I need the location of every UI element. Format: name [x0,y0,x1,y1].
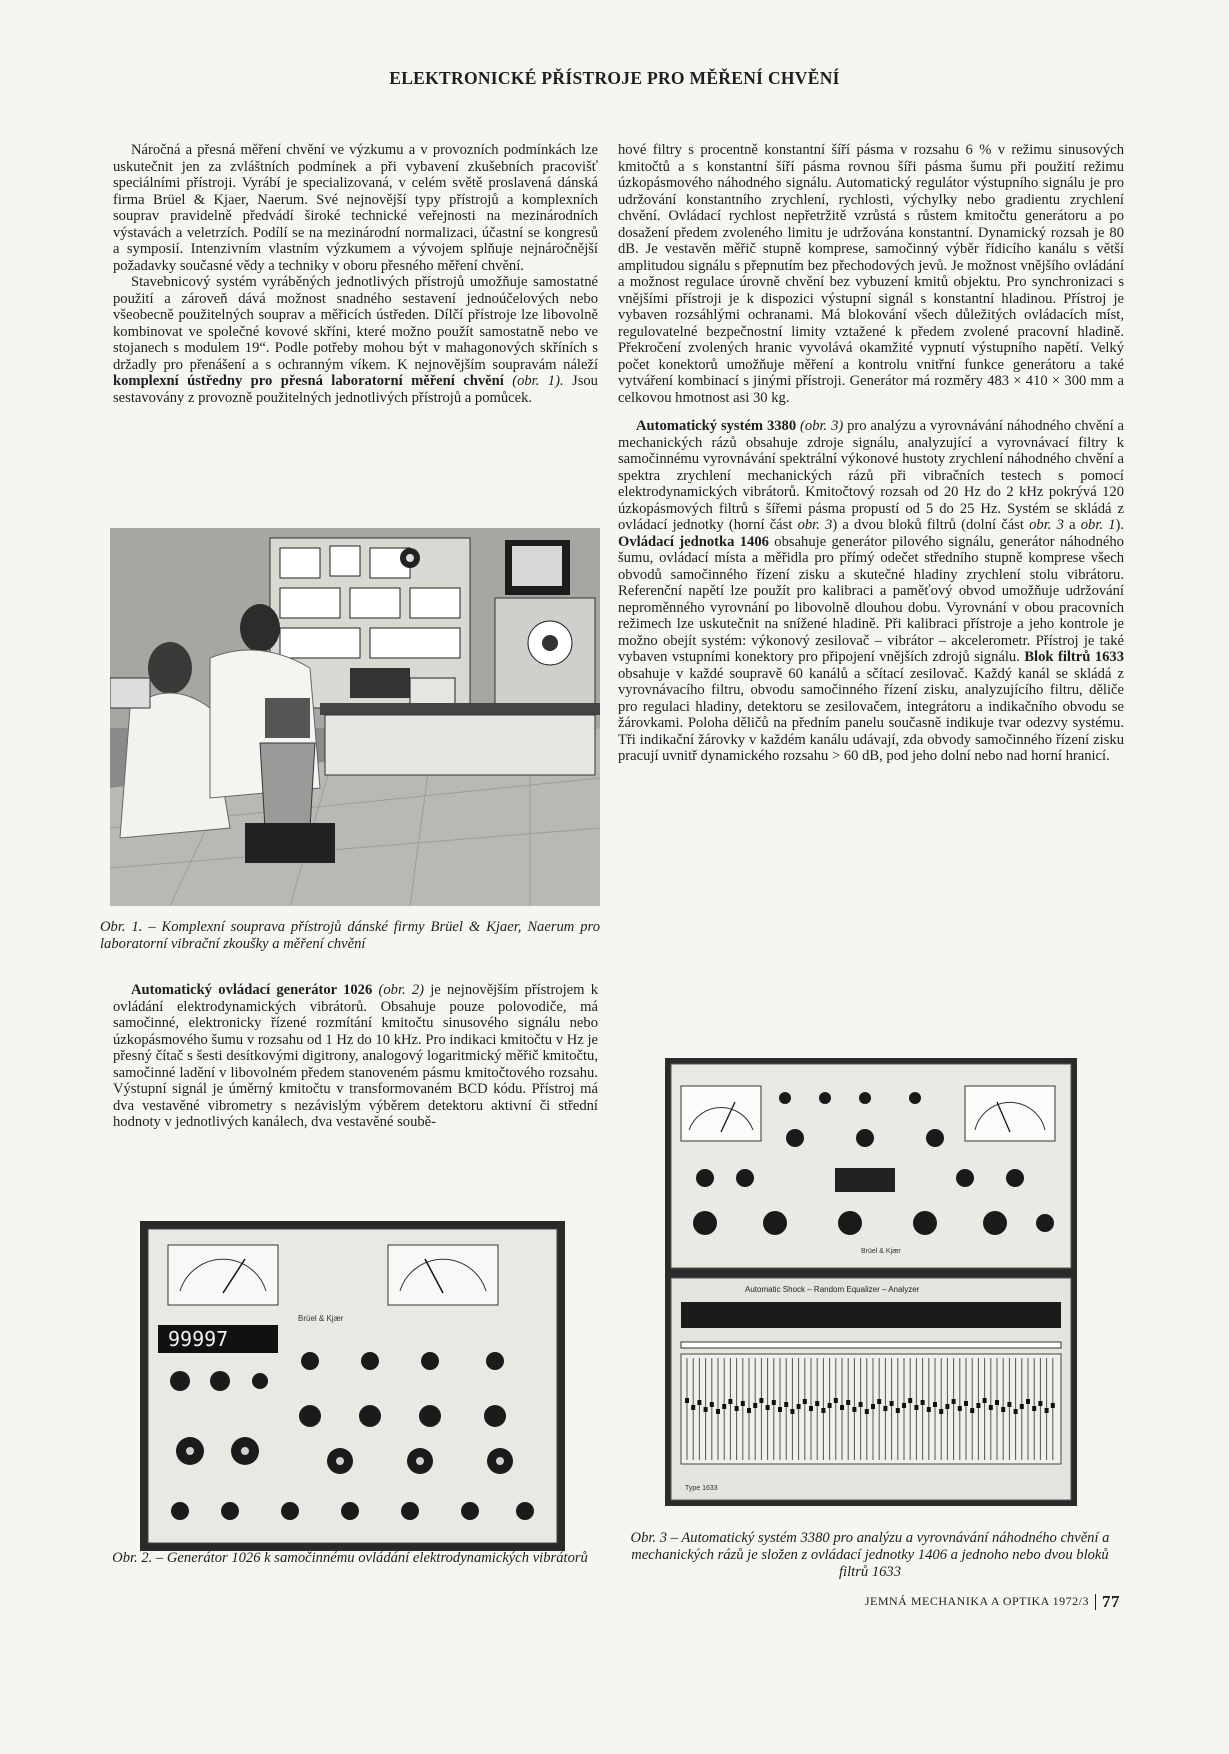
filter-slider-knob [735,1406,739,1411]
figure-3-photo [665,1058,1077,1506]
filter-slider-knob [983,1398,987,1403]
filter-slider-knob [778,1407,782,1412]
filter-slider-knob [747,1408,751,1413]
page-footer [820,1592,1120,1612]
filter-slider-knob [834,1398,838,1403]
figure-1-caption: Obr. 1. – Komplexní souprava přístrojů dánské firmy Brüel & Kjaer, Naerum pro laboratorní vibrační zkoušky a měření chvění [100,919,600,952]
filter-slider-knob [883,1406,887,1411]
page-title: ELEKTRONICKÉ PŘÍSTROJE PRO MĚŘENÍ CHVĚNÍ [389,68,840,88]
filter-slider-knob [790,1409,794,1414]
generator-paragraph: Automatický ovládací generátor 1026 (obr. 2) je nejnovějším přístrojem k ovládání elektrodynamických vibrátorů. Obsahuje pouze polovodiče, má samočinné, elektronicky řízené rozmítání kmitočtu sinusového signálu nebo úzkopásmového šumu v rozsahu od 1 Hz do 10 kHz. Pro indikaci kmitočtu v Hz je přesný čítač s šesti desítkovými digitrony, analogový logaritmický měřič kmitočtu, samočinné ladění v libovolném předem stanoveném pásmu kmitočtového rozsahu. Výstupní signál je úměrný kmitočtu v transformovaném BCD kódu. Přístroj má dva vestavěné vibrometry s nezávislým výběrem detektoru aktivní či střední hodnoty v jednotlivých kanálech, dva vestavěné soubě- [113,982,599,1130]
filter-slider-knob [859,1402,863,1407]
filter-slider-knob [753,1403,757,1408]
filter-slider-knob [914,1405,918,1410]
filter-slider-knob [865,1409,869,1414]
filter-slider-knob [821,1408,825,1413]
left-column-bottom [113,982,598,1131]
filter-slider-knob [716,1409,720,1414]
filter-slider-knob [766,1405,770,1410]
filter-slider-knob [1007,1402,1011,1407]
filter-slider-knob [728,1399,732,1404]
filter-slider-knob [976,1403,980,1408]
filter-slider-knob [877,1399,881,1404]
filter-slider-knob [945,1404,949,1409]
filter-slider-knob [685,1398,689,1403]
filter-slider-knob [840,1405,844,1410]
filter-slider-knob [710,1402,714,1407]
filter-slider-knob [797,1404,801,1409]
filter-slider-knob [970,1408,974,1413]
filter-slider-knob [1032,1406,1036,1411]
filter-slider-knob [952,1399,956,1404]
counter-digits: 99997 [168,1327,229,1351]
filter-slider-knob [772,1400,776,1405]
filter-slider-knob [1020,1404,1024,1409]
filter-slider-knob [1051,1403,1055,1408]
filter-slider-knob [958,1406,962,1411]
figure-3-caption: Obr. 3 – Automatický systém 3380 pro analýzu a vyrovnávání náhodného chvění a mechanických rázů je složen z ovládací jednotky 1406 a jednoho nebo dvou bloků filtrů 1633 [630,1530,1110,1580]
filter-slider-knob [890,1401,894,1406]
figure-2-caption: Obr. 2. – Generátor 1026 k samočinnému ovládání elektrodynamických vibrátorů [112,1550,588,1566]
filter-slider-knob [927,1407,931,1412]
filter-slider-knob [741,1401,745,1406]
filter-slider-knob [803,1399,807,1404]
page-number: 77 [1102,1592,1120,1611]
left-column-top [113,142,598,406]
filter-slider-knob [896,1408,900,1413]
figure-2-photo [140,1221,565,1551]
filter-slider-knob [704,1407,708,1412]
intro-paragraph: Náročná a přesná měření chvění ve výzkumu a v provozních podmínkách lze uskutečnit jen za zvláštních podmínek a při vybavení zkušebních pracovišť speciálními přístroji. Vyrábí je specializovaná, v celém světě proslavená dánská firma Brüel & Kjaer, Naerum. Své nejnovější typy přístrojů a komplexních souprav pravidelně předvádí široké technické veřejnosti na mezinárodních výstavách a veletrzích. Podílí se na mezinárodní normalizaci, účastní se kongresů a symposií. Intenzivním vlastním výzkumem a vývojem splňuje nejnáročnější požadavky současné vědy a techniky v oboru přesného měření chvění. [113,142,598,274]
filter-slider-knob [1001,1407,1005,1412]
filter-slider-knob [964,1401,968,1406]
filter-slider-knob [828,1403,832,1408]
filter-slider-knob [846,1400,850,1405]
filter-slider-knob [939,1409,943,1414]
filter-slider-knob [1014,1409,1018,1414]
filter-slider-knob [933,1402,937,1407]
filter-slider-knob [691,1405,695,1410]
filter-slider-knob [902,1403,906,1408]
analyzer-title: Automatic Shock – Random Equalizer – Analyzer [745,1285,920,1294]
filter-slider-knob [1026,1399,1030,1404]
filter-slider-knob [1045,1408,1049,1413]
filter-slider-knob [921,1400,925,1405]
filter-slider-knob [871,1404,875,1409]
filter-block-type: Type 1633 [685,1485,718,1492]
filter-slider-knob [815,1401,819,1406]
filter-slider-knob [852,1407,856,1412]
modular-system-paragraph: Stavebnicový systém vyráběných jednotlivých přístrojů umožňuje samostatné použití a zároveň dává možnost snadného sestavení jednoúčelových nebo všeobecně použitelných souprav a měřicích ústředen. Dílčí přístroje lze libovolně kombinovat ve společné kovové skříni, které možno použít samostatně nebo ve stojanech s modulem 19“. Podle potřeby mohou být v mahagonových skříních s držadly pro přenášení a s ochranným víkem. K nejnovějším soupravám náleží komplexní ústředny pro přesná laboratorní měření chvění (obr. 1). Jsou sestavovány z provozně použitelných jednotlivých přístrojů a pomůcek. [113,274,598,406]
filter-slider-knob [908,1398,912,1403]
filter-slider-knob [995,1400,999,1405]
filter-slider-knob [722,1404,726,1409]
brand-label-top: Brüel & Kjær [861,1248,901,1255]
generator-continued-paragraph: hové filtry s procentně konstantní šíří pásma v rozsahu 6 % v režimu sinusových kmitočtů a s konstantní šíří pásma rovnou šíři pásma šumu při použití režimu úzkopásmového náhodného signálu. Automatický regulátor výstupního signálu je pro udržování konstantního zrychlení, rychlosti, výchylky nebo gradientu zrychlení chvění. Ovládací rychlost nepřetržitě vzrůstá s růstem kmitočtu generátoru a po dosažení předem zvoleného limitu je udržována konstantní. Dynamický rozsah je 80 dB. Je vestavěn měřič stupně komprese, samočinný výběr řídicího kanálu s větší amplitudou signálu s přepnutím bez přechodových jevů. Je možnost vnějšího ovládání a možnost regulace úrovně chvění bez vybuzení kmitů objektu. Pro synchronizaci s vnějšími přístroji je k dispozici výstupní signál s konstantní hladinou. Přístroj je vybaven rozsáhlými ochranami. Má blokování všech důležitých ovládacích míst, regulovatelné bezpečnostní limity vztažené k předem zvolené pracovní hladině. Překročení zvolených hranic vyvolává okamžité vypnutí výstupního napětí. Velký počet konektorů umožňuje měření a kontrolu vnitřní funkce generátoru a také vytváření kombinací s jinými přístroji. Generátor má rozměry 483 × 410 × 300 mm a celkovou hmotnost asi 30 kg. [618,142,1124,406]
figure-1-photo [110,528,600,906]
filter-slider-knob [697,1400,701,1405]
journal-name: JEMNÁ MECHANIKA A OPTIKA 1972/3 [864,1593,1089,1608]
filter-slider-knob [759,1398,763,1403]
brand-label: Brüel & Kjær [298,1314,344,1323]
filter-slider-knob [809,1406,813,1411]
filter-slider-knob [784,1402,788,1407]
system-3380-paragraph: Automatický systém 3380 (obr. 3) pro analýzu a vyrovnávání náhodného chvění a mechanických rázů obsahuje zdroje signálu, analyzující a vyrovnávací filtry k samočinnému vyrovnávání spektrální výkonové hustoty zrychlení náhodného chvění a spektra zrychlení mechanických rázů při vibračních testech s pomocí elektrodynamických vibrátorů. Kmitočtový rozsah od 20 Hz do 2 kHz pokrývá 120 úzkopásmových filtrů s šířemi pásma propustí od 5 do 25 Hz. Systém se skládá z ovládací jednotky (horní část obr. 3) a dvou bloků filtrů (dolní část obr. 3 a obr. 1). Ovládací jednotka 1406 obsahuje generátor pilového signálu, generátor náhodného šumu, ovládací místa a měřidla pro přímý odečet středního stupně komprese všech obvodů samočinného řízení zisku a skutečné hladiny zrychlení stolu vibrátoru. Referenční napětí lze použít pro kalibraci a paměťový obvod umožňuje udržování neproměnného vyrovnání po libovolně dlouhou dobu. Vyrovnání v obou pracovních režimech lze uskutečnit na snížené hladině. Při kalibraci přístroje a jeho kontrole je možno obejít systém: výkonový zesilovač – vibrátor – akcelerometr. Přístroj je také vybaven vstupními konektory pro připojení vnějších zdrojů signálu. Blok filtrů 1633 obsahuje v každé soupravě 60 kanálů a sčítací zesilovač. Každý kanál se skládá z vyrovnávacího filtru, obvodu samočinného řízení zisku, analyzujícího filtru, děliče pro regulaci hladiny, detektoru se zesilovačem, integrátoru a indikačního obvodu se žárovkami. Poloha děličů na předním panelu současně indikuje tvar odezvy systému. Tři indikační žárovky v každém kanálu udávají, zda obvody samočinného řízení zisku pracují uvnitř dynamického rozsahu > 60 dB, pod jeho dolní nebo nad horní hranicí. [618,418,1125,764]
filter-slider-knob [1038,1401,1042,1406]
filter-slider-knob [989,1405,993,1410]
right-column-text [618,142,1124,765]
